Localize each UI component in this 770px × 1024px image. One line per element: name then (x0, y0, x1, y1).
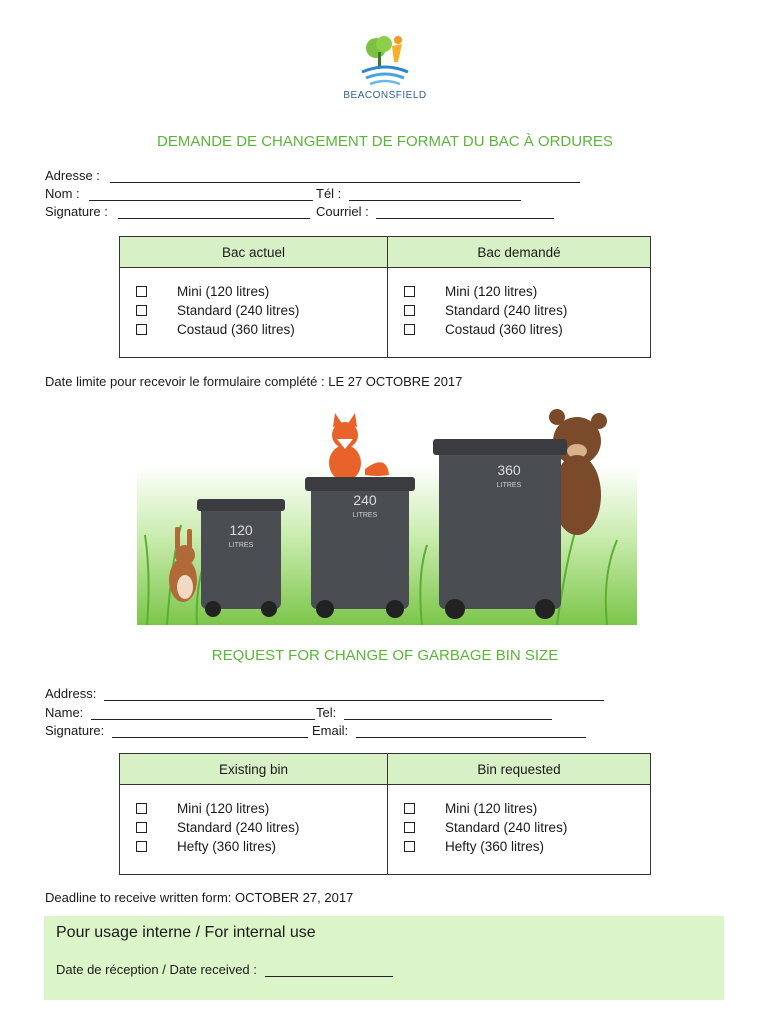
option-label: Hefty (360 litres) (177, 839, 277, 854)
bin-240-icon (305, 477, 415, 618)
bin-240-label: 240 (353, 492, 377, 508)
en-requested-option-hefty[interactable] (404, 837, 650, 856)
fr-name-row (45, 186, 313, 201)
en-bin-table (119, 753, 651, 875)
fr-name-field[interactable] (89, 188, 313, 201)
fr-address-row (45, 168, 580, 183)
checkbox[interactable] (136, 841, 147, 852)
en-email-field[interactable] (356, 725, 586, 738)
en-signature-label: Signature: (45, 723, 105, 738)
checkbox[interactable] (404, 324, 415, 335)
fr-signature-label: Signature : (45, 204, 108, 219)
fr-tel-label: Tél : (316, 186, 342, 201)
checkbox[interactable] (136, 305, 147, 316)
option-label: Standard (240 litres) (177, 820, 300, 835)
fox-icon (329, 413, 389, 481)
bins-illustration (137, 405, 637, 625)
en-deadline: Deadline to receive written form: OCTOBER 27, 2017 (45, 890, 354, 905)
fr-signature-row (45, 204, 310, 219)
fr-col-requested: Bac demandé (388, 237, 651, 268)
fr-current-option-mini[interactable] (136, 282, 387, 301)
bin-360-icon (433, 439, 567, 619)
en-name-field[interactable] (91, 707, 315, 720)
checkbox[interactable] (404, 305, 415, 316)
fr-title: DEMANDE DE CHANGEMENT DE FORMAT DU BAC À ORDURES (157, 133, 613, 150)
fr-email-label: Courriel : (316, 204, 369, 219)
checkbox[interactable] (136, 822, 147, 833)
internal-use-box (44, 916, 724, 1000)
en-requested-option-standard[interactable] (404, 818, 650, 837)
fr-requested-option-costaud[interactable] (404, 320, 650, 339)
option-label: Hefty (360 litres) (445, 839, 545, 854)
fr-requested-option-standard[interactable] (404, 301, 650, 320)
bin-360-label: 360 (497, 462, 521, 478)
en-address-label: Address: (45, 686, 97, 701)
fr-current-options (120, 268, 388, 358)
en-signature-row (45, 723, 308, 738)
en-address-field[interactable] (104, 688, 604, 701)
option-label: Mini (120 litres) (445, 801, 538, 816)
en-address-row (45, 686, 604, 701)
bin-240-unit: LITRES (352, 512, 378, 519)
fr-email-field[interactable] (376, 206, 554, 219)
checkbox[interactable] (404, 841, 415, 852)
en-requested-options (388, 785, 651, 875)
option-label: Standard (240 litres) (445, 820, 568, 835)
en-signature-field[interactable] (112, 725, 308, 738)
internal-use-title: Pour usage interne / For internal use (56, 924, 316, 941)
fr-signature-field[interactable] (118, 206, 310, 219)
en-tel-field[interactable] (344, 707, 552, 720)
logo-icon (340, 32, 430, 90)
checkbox[interactable] (404, 822, 415, 833)
fr-current-option-costaud[interactable] (136, 320, 387, 339)
fr-email-row (316, 204, 554, 219)
bins-illustration-svg (137, 405, 637, 625)
fr-address-field[interactable] (110, 170, 580, 183)
en-tel-label: Tel: (316, 705, 337, 720)
date-received-field[interactable] (265, 964, 393, 977)
checkbox[interactable] (404, 803, 415, 814)
date-received-label: Date de réception / Date received : (56, 962, 257, 977)
en-current-option-mini[interactable] (136, 799, 387, 818)
en-current-options (120, 785, 388, 875)
beaconsfield-logo (340, 32, 430, 104)
en-tel-row (316, 705, 552, 720)
option-label: Mini (120 litres) (177, 801, 270, 816)
fr-requested-option-mini[interactable] (404, 282, 650, 301)
en-current-option-hefty[interactable] (136, 837, 387, 856)
option-label: Mini (120 litres) (177, 284, 270, 299)
fr-name-label: Nom : (45, 186, 80, 201)
logo-text: BEACONSFIELD (343, 90, 427, 101)
en-name-label: Name: (45, 705, 84, 720)
fr-current-option-standard[interactable] (136, 301, 387, 320)
option-label: Mini (120 litres) (445, 284, 538, 299)
en-current-option-standard[interactable] (136, 818, 387, 837)
option-label: Standard (240 litres) (177, 303, 300, 318)
fr-col-current: Bac actuel (120, 237, 388, 268)
en-title: REQUEST FOR CHANGE OF GARBAGE BIN SIZE (211, 647, 559, 664)
bin-120-icon (197, 499, 285, 617)
fr-tel-field[interactable] (349, 188, 521, 201)
en-requested-option-mini[interactable] (404, 799, 650, 818)
checkbox[interactable] (136, 286, 147, 297)
en-email-row (312, 723, 586, 738)
checkbox[interactable] (136, 324, 147, 335)
option-label: Standard (240 litres) (445, 303, 568, 318)
date-received-row (56, 962, 393, 977)
fr-address-label: Adresse : (45, 168, 100, 183)
en-name-row (45, 705, 315, 720)
en-email-label: Email: (312, 723, 349, 738)
bin-120-unit: LITRES (228, 542, 254, 549)
fr-deadline: Date limite pour recevoir le formulaire complété : LE 27 OCTOBRE 2017 (45, 374, 463, 389)
option-label: Costaud (360 litres) (445, 322, 563, 337)
bin-360-unit: LITRES (496, 482, 522, 489)
checkbox[interactable] (136, 803, 147, 814)
fr-bin-table (119, 236, 651, 358)
checkbox[interactable] (404, 286, 415, 297)
en-col-requested: Bin requested (388, 754, 651, 785)
fr-tel-row (316, 186, 521, 201)
fr-requested-options (388, 268, 651, 358)
en-col-current: Existing bin (120, 754, 388, 785)
bin-120-label: 120 (229, 522, 253, 538)
option-label: Costaud (360 litres) (177, 322, 295, 337)
